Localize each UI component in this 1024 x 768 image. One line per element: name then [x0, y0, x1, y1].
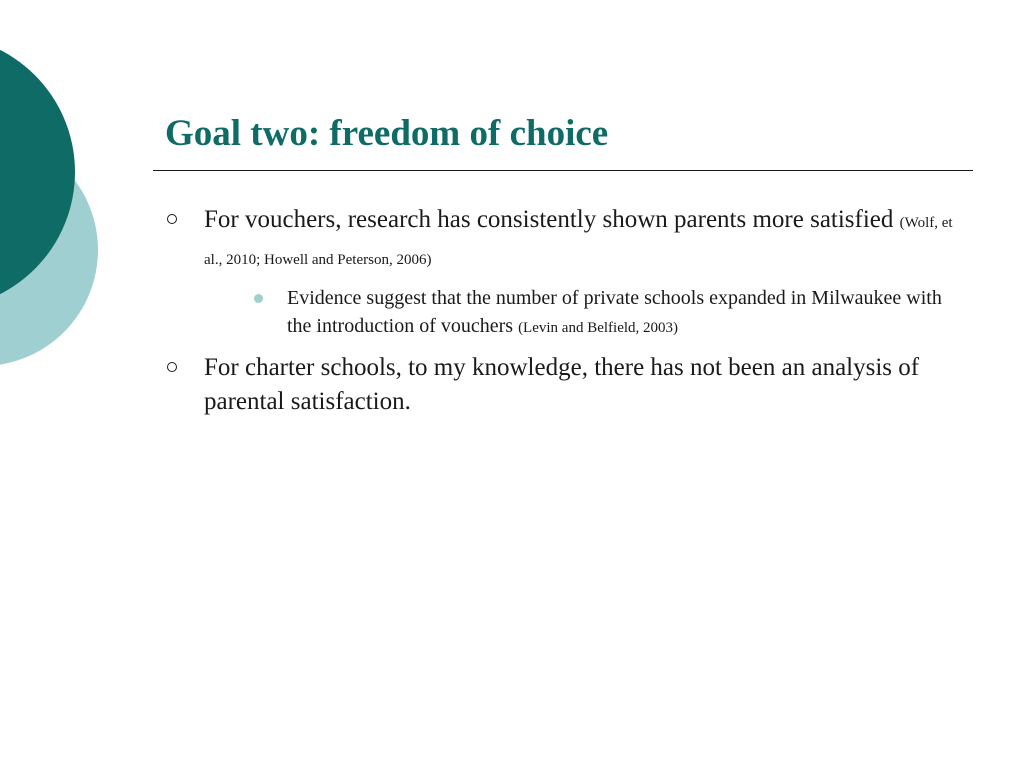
decorative-circles [0, 0, 120, 420]
slide-content [165, 203, 955, 426]
filled-dot-bullet-icon [254, 294, 263, 303]
hollow-circle-bullet-icon [167, 214, 177, 224]
bullet-citation: (Wolf, et al., 2010; Howell and Peterson, 2006) [204, 215, 953, 268]
bullet-text: For vouchers, research has consistently shown parents more satisfied [204, 206, 894, 233]
bullet-text: For charter schools, to my knowledge, there has not been an analysis of parental satisfaction. [204, 354, 920, 415]
hollow-circle-bullet-icon [167, 362, 177, 372]
slide-title: Goal two: freedom of choice [165, 113, 609, 154]
sub-bullet-citation: (Levin and Belfield, 2003) [518, 320, 679, 336]
bullet-item [165, 203, 955, 342]
sub-bullet-item [249, 284, 955, 342]
sub-bullet-text: Evidence suggest that the number of private schools expanded in Milwaukee with the introduction of vouchers [287, 287, 942, 337]
title-divider [153, 170, 973, 171]
bullet-item [165, 351, 955, 419]
